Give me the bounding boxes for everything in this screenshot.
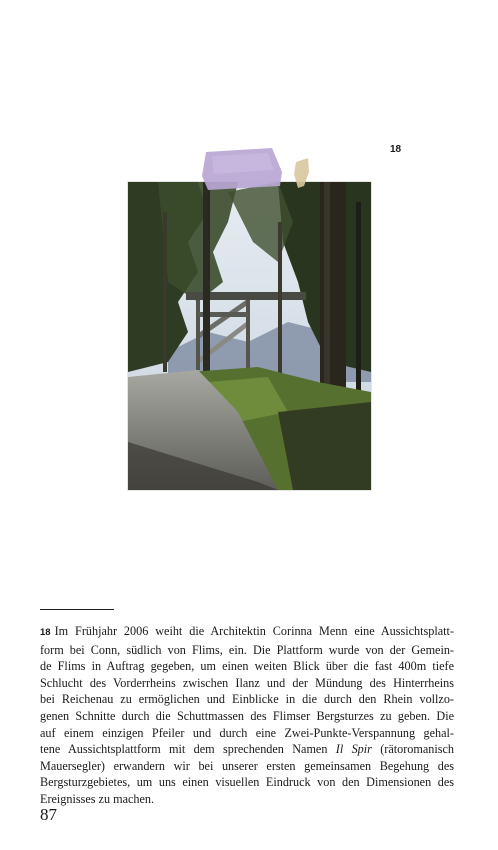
photo-figure: [128, 146, 374, 492]
footnote-line-text: Im Frühjahr 2006 weiht die Architektin Corinna Menn eine Aussichtsplatt-: [54, 624, 454, 638]
photo-image: [128, 182, 371, 490]
footnote-number: 18: [40, 627, 51, 638]
footnote-line: de Flims in Auftrag gegeben, um einen weiten Blick über die fast 400m tiefe: [40, 659, 454, 674]
footnote-line: genen Schnitte durch die Schuttmassen des Flimser Bergsturzes zu geben. Die: [40, 708, 454, 723]
footnote-rule: [40, 609, 114, 610]
footnote-line: [40, 623, 454, 642]
tape-strip-beige: [294, 158, 310, 188]
page-number: 87: [40, 805, 57, 824]
footnote-line-text: tene Aussichtsplattform mit dem sprechenden Namen: [40, 742, 328, 757]
footnote-line: Mauersegler) erwandern wir bei unserer ersten gemeinsamen Begehung des: [40, 758, 454, 773]
footnote-line: form bei Conn, südlich von Flims, ein. Die Plattform wurde von der Gemein-: [40, 642, 454, 657]
footnote-line: auf einem einzigen Pfeiler und durch eine Zwei-Punkte-Verspannung gehal-: [40, 725, 454, 740]
tape-strip-lilac: [202, 146, 284, 190]
footnote-line: [40, 741, 454, 758]
footnote-line: Bergsturzgebietes, um uns einen visuellen Eindruck von den Dimensionen des: [40, 775, 454, 790]
footnote-line: Ereignisses zu machen.: [40, 791, 155, 806]
footnote-line: bei Reichenau zu ermöglichen und Einblicke in die durch den Rhein vollzo-: [40, 692, 454, 707]
footnote: [40, 623, 454, 808]
footnote-line: Schlucht des Vorderrheins zwischen Ilanz und der Mündung des Hinterrheins: [40, 675, 454, 690]
platform-name: Il Spir: [335, 742, 372, 757]
photo-viewing-platform: [128, 182, 371, 490]
figure-number: 18: [390, 144, 402, 155]
footnote-line-text: (rätoromanisch: [380, 742, 455, 757]
